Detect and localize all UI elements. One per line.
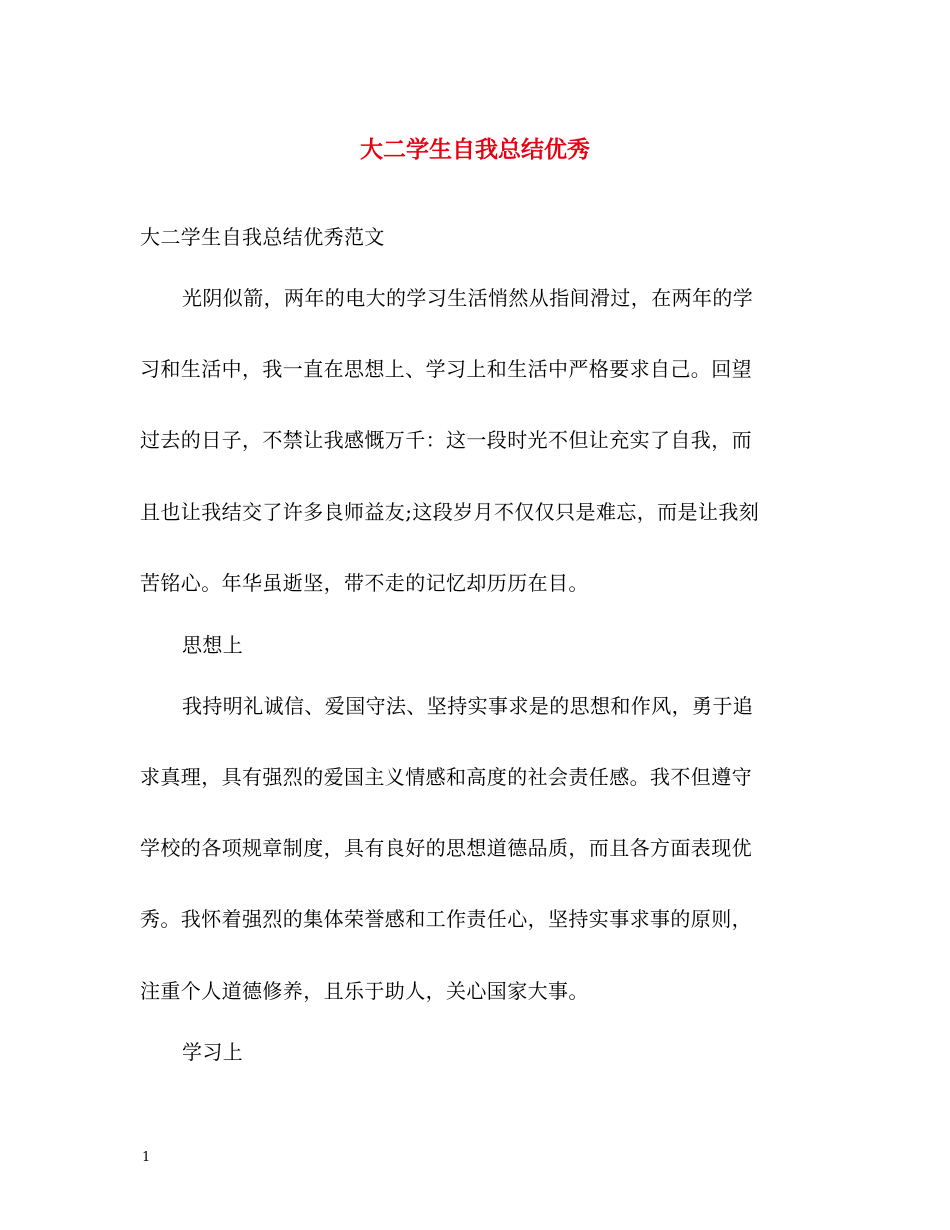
paragraph-line: 习和生活中，我一直在思想上、学习上和生活中严格要求自己。回望 xyxy=(140,357,752,381)
paragraph-line: 学校的各项规章制度，具有良好的思想道德品质，而且各方面表现优 xyxy=(140,836,752,860)
document-title: 大二学生自我总结优秀 xyxy=(360,136,590,163)
paragraph-line: 求真理，具有强烈的爱国主义情感和高度的社会责任感。我不但遵守 xyxy=(140,765,752,789)
paragraph-line: 光阴似箭，两年的电大的学习生活悄然从指间滑过，在两年的学 xyxy=(182,286,754,310)
paragraph-line: 且也让我结交了许多良师益友;这段岁月不仅仅只是难忘，而是让我刻 xyxy=(140,500,760,524)
page-number: 1 xyxy=(142,1150,151,1165)
paragraph-line: 过去的日子，不禁让我感慨万千：这一段时光不但让充实了自我，而 xyxy=(140,428,752,452)
section-heading-thought: 思想上 xyxy=(182,633,244,657)
paragraph-line: 注重个人道德修养，且乐于助人，关心国家大事。 xyxy=(140,979,589,1003)
paragraph-line: 秀。我怀着强烈的集体荣誉感和工作责任心，坚持实事求事的原则， xyxy=(140,907,752,931)
section-heading-study: 学习上 xyxy=(182,1040,244,1064)
paragraph-line: 苦铭心。年华虽逝坚，带不走的记忆却历历在目。 xyxy=(140,571,589,595)
document-subtitle: 大二学生自我总结优秀范文 xyxy=(140,225,385,249)
paragraph-line: 我持明礼诚信、爱国守法、坚持实事求是的思想和作风，勇于追 xyxy=(182,694,754,718)
